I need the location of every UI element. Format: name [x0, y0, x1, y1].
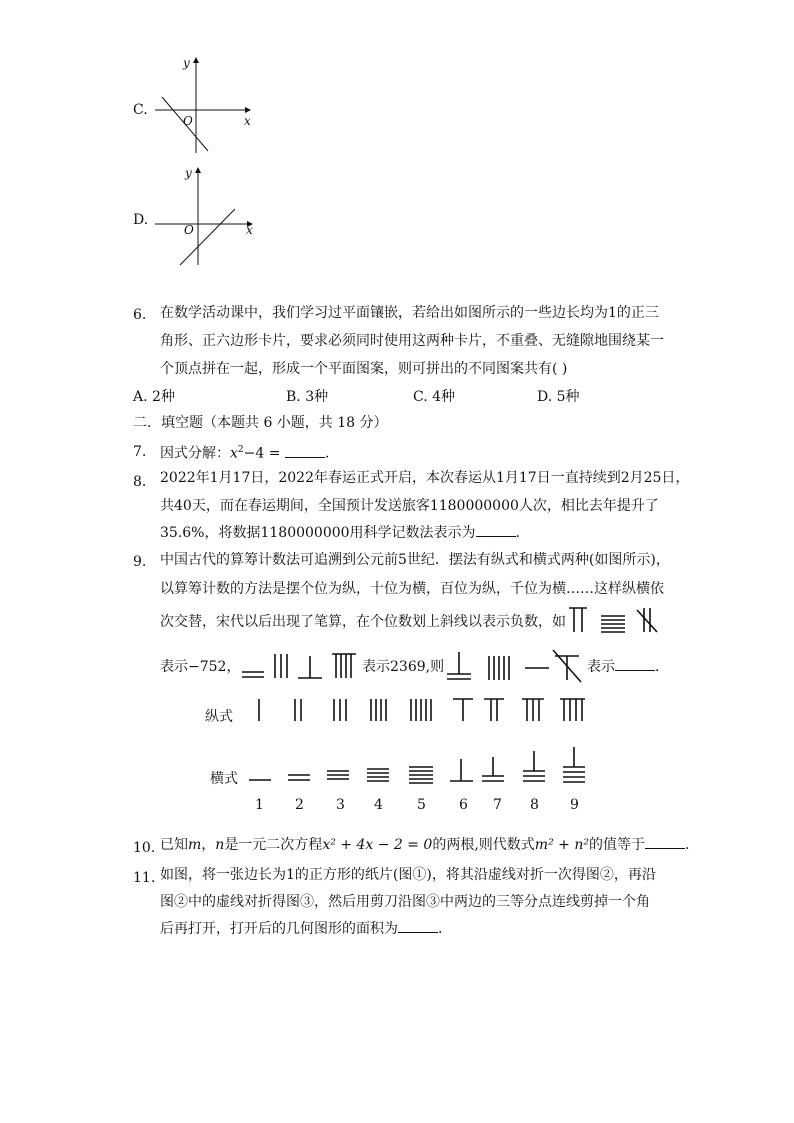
q7-variable: x	[230, 445, 238, 462]
q8-number: 8.	[133, 474, 147, 490]
rod-digit-4: 4	[374, 797, 383, 813]
q7-exponent: 2	[237, 445, 244, 455]
q10-prefix: 已知	[160, 837, 188, 853]
rod-row-label-horizontal: 横式	[210, 771, 238, 787]
q6-line-2: 角形、正六边形卡片，要求必须同时使用这两种卡片，不重叠、无缝隙地围绕某一	[160, 333, 664, 349]
q7-number: 7.	[133, 444, 147, 460]
rod-digit-6: 6	[459, 797, 468, 813]
q7-prefix: 因式分解：	[160, 445, 230, 462]
rod-question-number	[445, 648, 585, 684]
q6-choice-b: B. 3种	[286, 389, 329, 405]
rod-digit-8: 8	[530, 797, 539, 813]
option-d-y-label: y	[185, 166, 192, 180]
q6-line-3: 个顶点拼在一起，形成一个平面图案，则可拼出的不同图案共有( )	[160, 361, 568, 377]
q9-line-1: 中国古代的算筹计数法可追溯到公元前5世纪．摆法有纵式和横式两种(如图所示)，	[160, 552, 670, 568]
option-d-x-label: x	[246, 223, 253, 237]
q8-line-3	[160, 524, 520, 542]
option-d-label: D.	[133, 212, 149, 228]
rod-digit-3: 3	[336, 797, 345, 813]
q10-var-m: m	[188, 837, 202, 853]
section-2-heading: 二．填空题（本题共 6 小题，共 18 分）	[133, 415, 388, 431]
q6-number: 6.	[133, 307, 147, 323]
q11-line-1: 如图，将一张边长为1的正方形的纸片(图①)，将其沿虚线对折一次得图②，再沿	[160, 867, 656, 883]
q10-mid: 是一元二次方程	[224, 837, 323, 853]
q11-line-3-text: 后再打开，打开后的几何图形的面积为	[160, 921, 398, 937]
q6-line-1: 在数学活动课中，我们学习过平面镶嵌，若给出如图所示的一些边长均为1的正三	[160, 305, 659, 321]
q10-text	[160, 836, 689, 854]
q10-post: 的值等于	[588, 837, 645, 853]
option-c-x-label: x	[244, 114, 251, 128]
q11-number: 11.	[133, 870, 156, 886]
rod-row-vertical	[250, 696, 600, 726]
rod-row-label-vertical: 纵式	[205, 709, 233, 725]
q9-line-4c-text: 表示	[587, 659, 615, 675]
q6-choice-d: D. 5种	[537, 389, 580, 405]
q6-choice-a: A. 2种	[133, 389, 175, 405]
option-d-graph	[150, 165, 260, 270]
q8-line-1: 2022年1月17日，2022年春运正式开启，本次春运从1月17日一直持续到2月25日，	[160, 470, 690, 486]
rod-digit-7: 7	[493, 797, 502, 813]
option-c-y-label: y	[183, 56, 190, 70]
q8-line-2: 共40天，而在春运期间，全国预计发送旅客1180000000人次，相比去年提升了	[160, 498, 659, 514]
q7-text	[160, 441, 329, 463]
rod-example-neg752	[565, 606, 665, 636]
q10-mid2: 的两根,则代数式	[432, 837, 535, 853]
option-d-origin-label: O	[184, 223, 194, 237]
q9-line-4a: 表示−752，	[160, 659, 241, 675]
q9-line-2: 以算筹计数的方法是摆个位为纵，十位为横，百位为纵，千位为横……这样纵横依	[160, 581, 664, 597]
q10-var-n: n	[215, 837, 225, 853]
q10-answer-blank[interactable]	[645, 836, 685, 849]
q10-equation: x² + 4x − 2 = 0	[322, 837, 433, 853]
q8-line-3-text: 35.6%，将数据1180000000用科学记数法表示为	[160, 525, 476, 541]
q10-comma: ，	[201, 837, 216, 853]
q11-period: .	[438, 921, 443, 937]
q7-rest: −4 =	[243, 445, 285, 462]
q10-expression: m² + n²	[534, 837, 589, 853]
q8-period: .	[515, 525, 520, 541]
q10-number: 10.	[133, 840, 156, 856]
q11-answer-blank[interactable]	[398, 920, 438, 933]
rod-digit-5: 5	[417, 797, 426, 813]
q7-period: .	[324, 445, 330, 462]
q9-line-3: 次交替，宋代以后出现了笔算，在个位数划上斜线以表示负数，如	[160, 614, 566, 630]
q9-answer-blank[interactable]	[615, 658, 655, 671]
q10-period: .	[684, 837, 690, 853]
option-c-graph	[150, 55, 260, 155]
option-c-origin-label: O	[183, 114, 193, 128]
q7-answer-blank[interactable]	[285, 445, 325, 458]
q11-line-3	[160, 920, 442, 938]
q9-number: 9.	[133, 554, 147, 570]
rod-digit-2: 2	[295, 797, 304, 813]
option-c-label: C.	[133, 102, 148, 118]
rod-digit-1: 1	[255, 797, 264, 813]
q8-answer-blank[interactable]	[476, 524, 516, 537]
q6-choice-c: C. 4种	[413, 389, 456, 405]
q9-line-4b: 表示2369,则	[362, 659, 445, 675]
q9-line-4c	[587, 658, 659, 676]
q11-line-2: 图②中的虚线对折得图③，然后用剪刀沿图③中两边的三等分点连线剪掉一个角	[160, 894, 650, 910]
q9-period: .	[655, 659, 660, 675]
rod-row-horizontal	[245, 745, 595, 787]
rod-digit-9: 9	[570, 797, 579, 813]
rod-example-2369	[240, 650, 360, 682]
